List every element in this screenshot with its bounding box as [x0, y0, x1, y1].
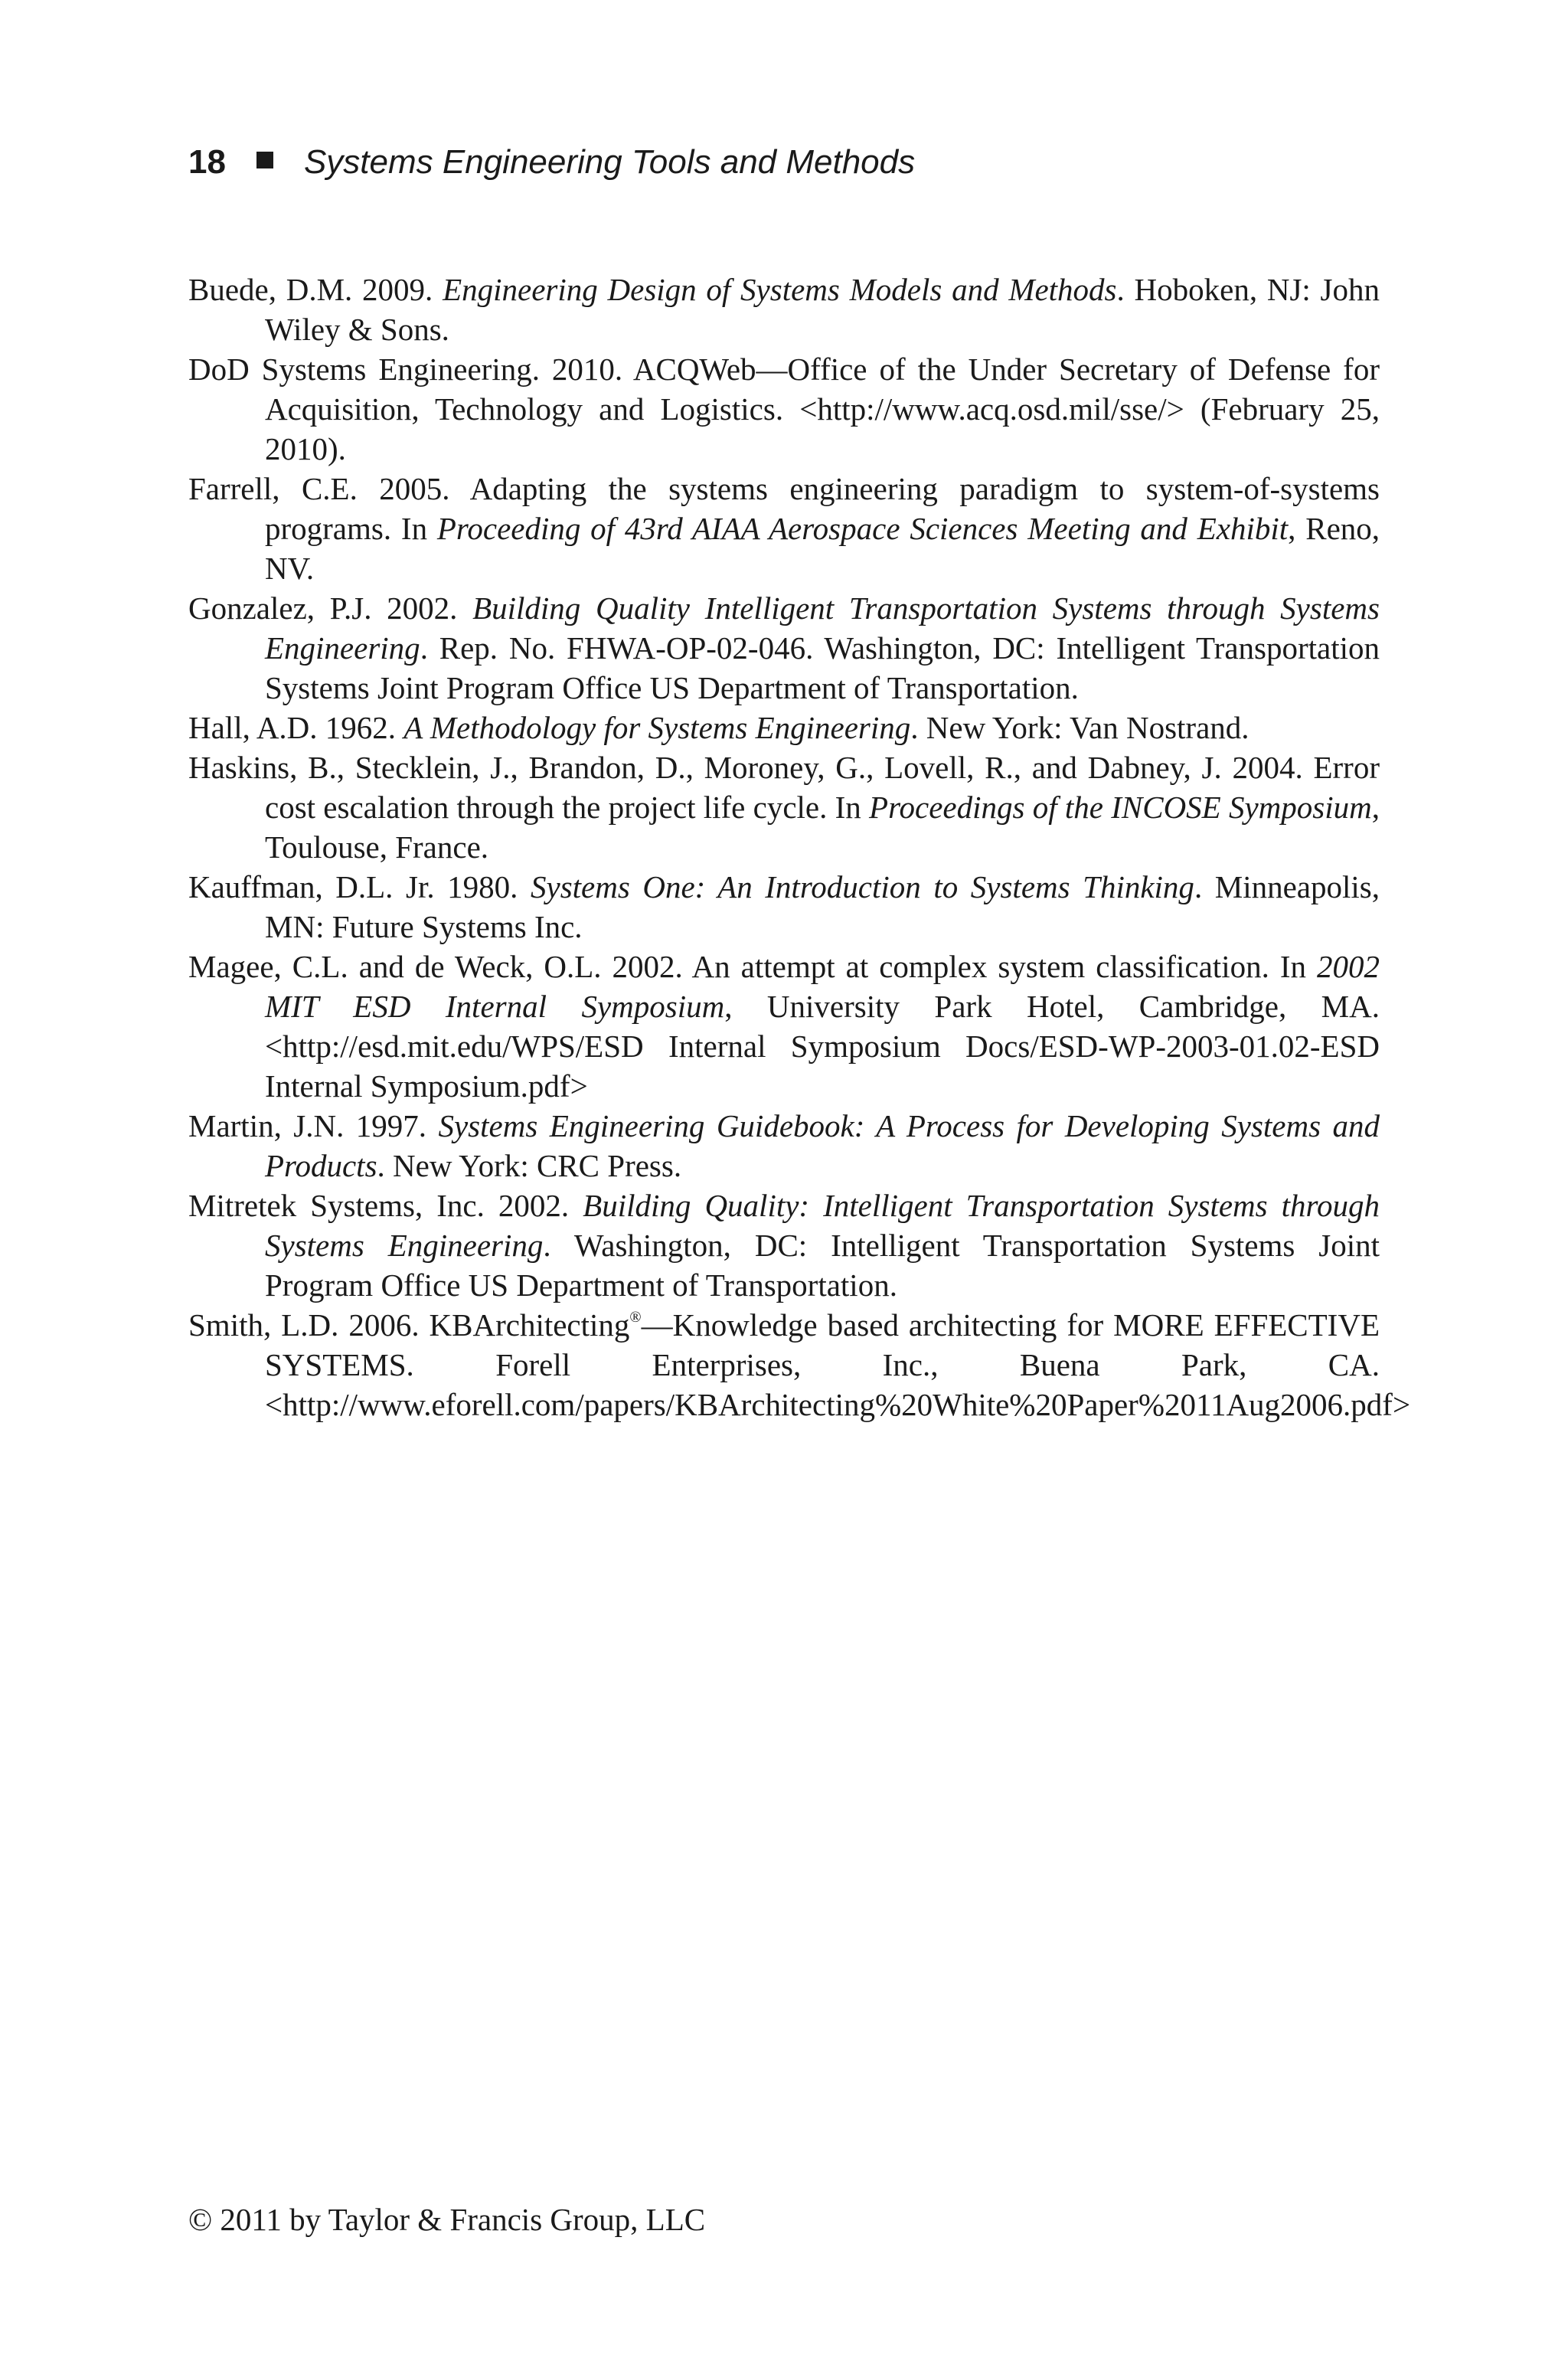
running-head — [188, 139, 915, 185]
reference-text: . New York: CRC Press. — [377, 1148, 682, 1183]
reference-entry — [188, 588, 1380, 708]
reference-title: Systems One: An Introduction to Systems Thinking — [531, 869, 1194, 904]
reference-title: A Methodology for Systems Engineering — [403, 710, 911, 745]
reference-entry — [188, 708, 1380, 747]
reference-text: , Toulouse, France. — [265, 790, 1380, 865]
reference-text: Mitretek Systems, Inc. 2002. — [188, 1188, 583, 1223]
reference-text: —Knowledge based architecting for MORE EFFECTIVE SYSTEMS. Forell Enterprises, Inc., Buena Park, CA. <http://www.eforell.com/papers/KBArchitecting%20White%20Paper%2011Aug2006.pdf> — [265, 1307, 1411, 1422]
square-bullet-icon — [256, 152, 273, 168]
reference-entry — [188, 1106, 1380, 1186]
reference-list — [188, 270, 1411, 1424]
reference-text: . New York: Van Nostrand. — [910, 710, 1250, 745]
reference-text: DoD Systems Engineering. 2010. ACQWeb—Office of the Under Secretary of Defense for Acquisition, Technology and Logistics. <http://www.acq.osd.mil/sse/> (February 25, 2010). — [188, 352, 1380, 466]
reference-text: , University Park Hotel, Cambridge, MA. <http://esd.mit.edu/WPS/ESD Internal Symposium Docs/ESD-WP-2003-01.02-ESD Internal Symposium.pdf> — [265, 989, 1380, 1104]
reference-text: Kauffman, D.L. Jr. 1980. — [188, 869, 531, 904]
reference-text: . Washington, DC: Intelligent Transportation Systems Joint Program Office US Department of Transportation. — [265, 1228, 1380, 1303]
reference-text: Martin, J.N. 1997. — [188, 1108, 439, 1143]
reference-entry — [188, 1305, 1411, 1424]
reference-text: , Reno, NV. — [265, 511, 1380, 586]
reference-text: Haskins, B., Stecklein, J., Brandon, D., Moroney, G., Lovell, R., and Dabney, J. 2004. Error cost escalation through the project life cycle. In — [188, 750, 1380, 825]
reference-title: Engineering Design of Systems Models and Methods — [443, 272, 1117, 307]
reference-entry — [188, 1186, 1380, 1305]
page-number: 18 — [188, 143, 226, 181]
reference-text: Farrell, C.E. 2005. Adapting the systems engineering paradigm to system-of-systems programs. In — [188, 471, 1380, 546]
reference-text: . Hoboken, NJ: John Wiley & Sons. — [265, 272, 1380, 347]
reference-entry — [188, 947, 1380, 1106]
reference-entry — [188, 747, 1380, 867]
reference-entry — [188, 270, 1380, 349]
reference-text: Magee, C.L. and de Weck, O.L. 2002. An attempt at complex system classification. In — [188, 949, 1317, 984]
reference-text: Gonzalez, P.J. 2002. — [188, 590, 473, 626]
reference-title: 2002 MIT ESD Internal Symposium — [265, 949, 1380, 1024]
reference-title: Proceeding of 43rd AIAA Aerospace Sciences Meeting and Exhibit — [436, 511, 1289, 546]
copyright-footer: © 2011 by Taylor & Francis Group, LLC — [188, 2202, 706, 2237]
reference-entry — [188, 469, 1380, 588]
registered-mark: ® — [629, 1309, 642, 1326]
reference-text: . Minneapolis, MN: Future Systems Inc. — [265, 869, 1380, 944]
reference-title: Building Quality Intelligent Transportation Systems through Systems Engineering — [265, 590, 1380, 666]
reference-text: Smith, L.D. 2006. KBArchitecting — [188, 1307, 630, 1343]
reference-text: Buede, D.M. 2009. — [188, 272, 443, 307]
reference-title: Systems Engineering Guidebook: A Process for Developing Systems and Products — [265, 1108, 1380, 1183]
reference-entry — [188, 349, 1380, 469]
reference-entry — [188, 867, 1380, 947]
reference-text: . Rep. No. FHWA-OP-02-046. Washington, DC: Intelligent Transportation Systems Joint Program Office US Department of Transportation. — [265, 630, 1380, 705]
reference-title: Proceedings of the INCOSE Symposium — [869, 790, 1372, 825]
reference-text: Hall, A.D. 1962. — [188, 710, 404, 745]
reference-title: Building Quality: Intelligent Transportation Systems through Systems Engineering — [265, 1188, 1380, 1263]
book-title: Systems Engineering Tools and Methods — [303, 143, 916, 181]
